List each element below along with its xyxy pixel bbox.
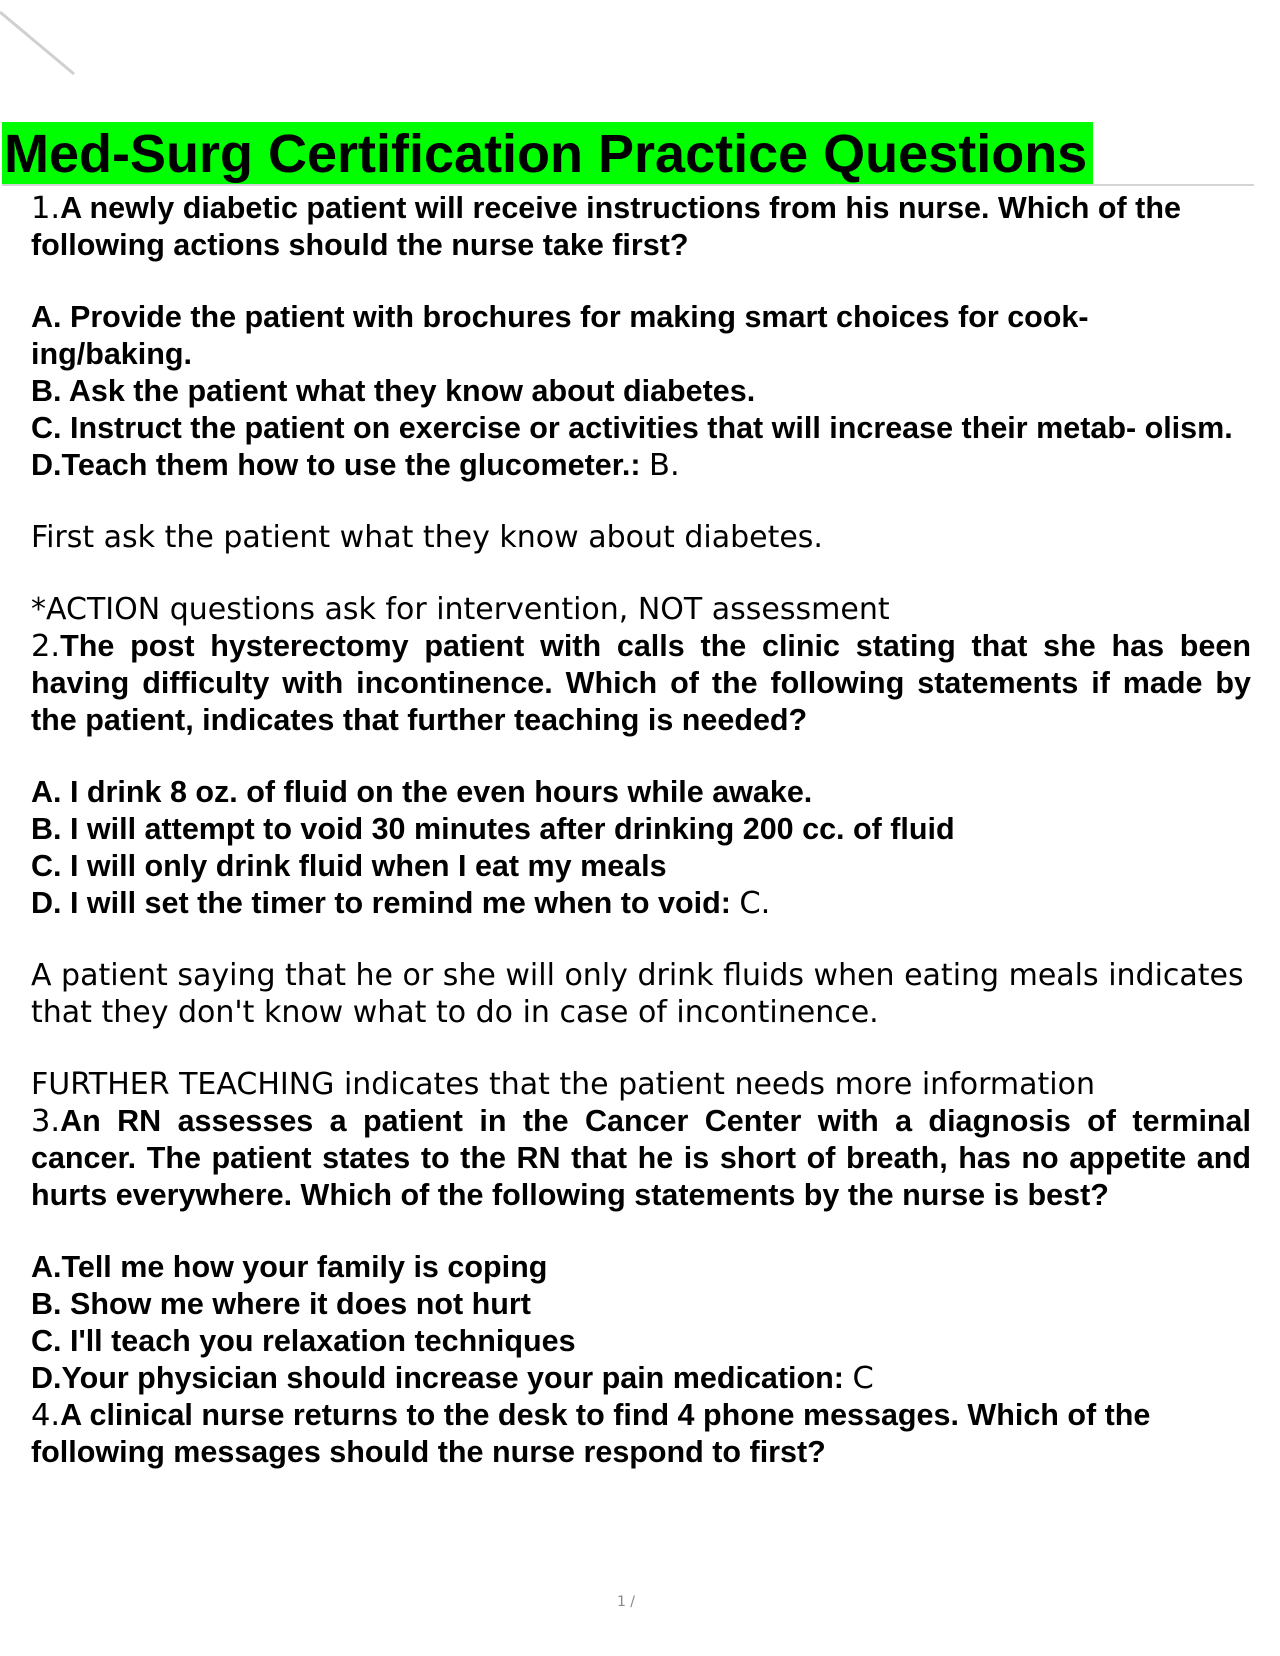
question-text: A newly diabetic patient will receive instructions from his nurse. Which of the following actions should the nurse take first? [31,191,1181,262]
question-text: The post hysterectomy patient with calls the clinic stating that she has been having difficulty with incontinence. Which of the following statements if made by the patient, indicates that further teaching is needed? [31,629,1251,737]
option-d-text: D. I will set the timer to remind me when to void: [31,886,731,920]
page-number: 1 / [616,1594,636,1610]
document-body [31,190,1251,1471]
option-b: B. Show me where it does not hurt [31,1287,531,1321]
option-c: C. I'll teach you relaxation techniques [31,1324,576,1358]
question-3 [31,1103,1251,1214]
option-a: A. Provide the patient with brochures for making smart choices for cook- ing/baking. [31,300,1089,371]
option-d [31,1360,1251,1397]
answer: B. [649,448,680,483]
question-number: 4. [31,1398,61,1433]
title-block [2,122,1254,186]
answer: C. [739,886,771,921]
option-d-text: D.Your physician should increase your pain medication: [31,1361,844,1395]
explanation: A patient saying that he or she will only drink fluids when eating meals indicates that they don't know what to do in case of incontinence. [31,958,1244,1030]
question-4 [31,1397,1251,1471]
title-divider [2,184,1254,186]
option-d [31,885,1251,922]
option-b: B. Ask the patient what they know about diabetes. [31,374,756,408]
answer: C [852,1361,874,1396]
option-a: A. I drink 8 oz. of fluid on the even hours while awake. [31,775,813,809]
option-d-text: D.Teach them how to use the glucometer.: [31,448,641,482]
explanation: First ask the patient what they know about diabetes. [31,520,823,555]
question-number: 1. [31,191,61,226]
option-c: C. I will only drink fluid when I eat my meals [31,849,667,883]
question-number: 2. [31,629,61,664]
option-a: A.Tell me how your family is coping [31,1250,548,1284]
page-corner-fold-mark [0,0,80,80]
option-c: C. Instruct the patient on exercise or activities that will increase their metab- olism. [31,411,1233,445]
question-text: An RN assesses a patient in the Cancer Center with a diagnosis of terminal cancer. The patient states to the RN that he is short of breath, has no appetite and hurts everywhere. Which of the following statements by the nurse is best? [31,1104,1251,1212]
question-text: A clinical nurse returns to the desk to find 4 phone messages. Which of the following messages should the nurse respond to first? [31,1398,1151,1469]
question-2 [31,628,1251,739]
option-d [31,447,1251,484]
question-number: 3. [31,1104,61,1139]
study-note: FURTHER TEACHING indicates that the patient needs more information [31,1067,1095,1102]
page-title: Med-Surg Certification Practice Questions [2,122,1093,186]
study-note: *ACTION questions ask for intervention, NOT assessment [31,592,890,627]
option-b: B. I will attempt to void 30 minutes after drinking 200 cc. of fluid [31,812,955,846]
question-1 [31,190,1251,264]
